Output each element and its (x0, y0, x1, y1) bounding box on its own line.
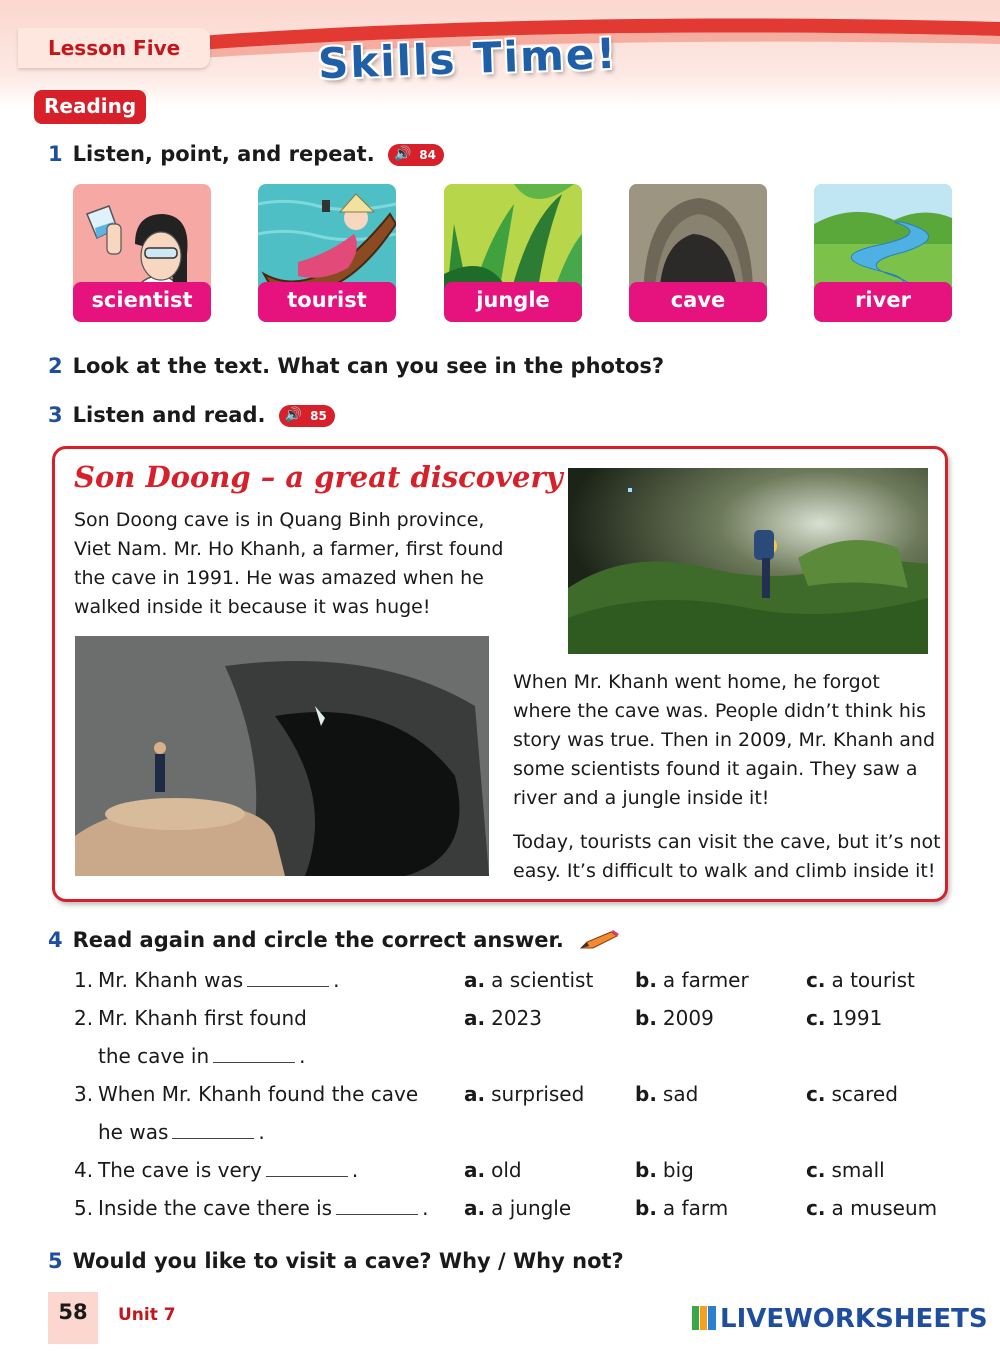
option-a[interactable] (464, 1082, 584, 1106)
question-text: When Mr. Khanh found the cave (98, 1082, 419, 1106)
section-badge: Reading (34, 90, 146, 124)
vocab-label: scientist (73, 282, 211, 322)
cave-jungle-photo (568, 468, 928, 654)
option-text: a jungle (491, 1196, 572, 1220)
story-line: walked inside it because it was huge! (74, 596, 431, 618)
option-text: a tourist (831, 968, 915, 992)
question-row-4 (0, 1158, 1000, 1188)
option-text: big (662, 1158, 694, 1182)
exercise-1-heading (48, 142, 444, 166)
option-b[interactable] (635, 1158, 694, 1182)
option-text: 2009 (662, 1006, 714, 1030)
exercise-number: 1 (48, 142, 63, 166)
option-letter: b. (635, 1082, 657, 1106)
question-text (98, 1044, 306, 1068)
story-line: some scientists found it again. They saw a (513, 758, 918, 780)
exercise-2-heading (48, 354, 664, 378)
question-number: 3. (74, 1082, 94, 1106)
answer-blank[interactable] (172, 1121, 254, 1139)
option-a[interactable] (464, 968, 593, 992)
story-line: Viet Nam. Mr. Ho Khanh, a farmer, first found (74, 538, 504, 560)
option-c[interactable] (806, 1006, 882, 1030)
option-letter: c. (806, 1196, 826, 1220)
story-line: the cave in 1991. He was amazed when he (74, 567, 484, 589)
page-number: 58 (48, 1292, 98, 1344)
lesson-tab: Lesson Five (18, 28, 210, 68)
vocab-label: jungle (444, 282, 582, 322)
option-a[interactable] (464, 1196, 571, 1220)
question-text-part: Inside the cave there is (98, 1196, 333, 1220)
option-text: 1991 (831, 1006, 883, 1030)
option-letter: b. (635, 1196, 657, 1220)
answer-blank[interactable] (247, 969, 329, 987)
option-text: scared (831, 1082, 898, 1106)
audio-track-number: 85 (310, 409, 327, 423)
option-letter: a. (464, 968, 486, 992)
exercise-4-heading (48, 928, 621, 952)
question-row-3 (0, 1082, 1000, 1112)
option-letter: b. (635, 1158, 657, 1182)
exercise-number: 3 (48, 403, 63, 427)
option-letter: c. (806, 1006, 826, 1030)
page-title: Skills Time! (317, 28, 619, 89)
question-text (98, 1120, 265, 1144)
option-text: a farmer (662, 968, 749, 992)
story-line: easy. It’s difficult to walk and climb inside it! (513, 860, 936, 882)
question-row-1 (0, 968, 1000, 998)
story-paragraph-3 (513, 828, 943, 886)
story-line: Son Doong cave is in Quang Binh province, (74, 509, 485, 531)
question-row-3-cont (0, 1120, 1000, 1150)
question-text-part: . (333, 968, 340, 992)
option-letter: c. (806, 968, 826, 992)
liveworksheets-logo-icon (692, 1306, 716, 1330)
question-number: 1. (74, 968, 94, 992)
option-c[interactable] (806, 1196, 937, 1220)
exercise-5-heading (48, 1249, 624, 1273)
question-text (98, 968, 340, 992)
option-b[interactable] (635, 1196, 728, 1220)
question-text-part: Mr. Khanh was (98, 968, 244, 992)
question-number: 4. (74, 1158, 94, 1182)
question-text-part: . (258, 1120, 265, 1144)
question-text (98, 1196, 428, 1220)
audio-track-button[interactable] (279, 405, 335, 427)
cave-ledge-photo (75, 636, 489, 876)
exercise-number: 2 (48, 354, 63, 378)
exercise-instruction: Listen, point, and repeat. (72, 142, 375, 166)
question-text-part: . (422, 1196, 429, 1220)
option-text: a farm (662, 1196, 729, 1220)
option-text: small (831, 1158, 885, 1182)
option-a[interactable] (464, 1158, 522, 1182)
vocab-card-tourist (258, 184, 396, 322)
exercise-number: 5 (48, 1249, 63, 1273)
question-row-2 (0, 1006, 1000, 1036)
unit-label: Unit 7 (118, 1305, 176, 1325)
option-text: a museum (831, 1196, 938, 1220)
speaker-icon: 🔊 (394, 146, 412, 162)
option-text: sad (662, 1082, 699, 1106)
vocab-card-jungle (444, 184, 582, 322)
story-title: Son Doong – a great discovery (74, 460, 563, 494)
option-a[interactable] (464, 1006, 542, 1030)
exercise-instruction: Read again and circle the correct answer. (72, 928, 564, 952)
question-number: 5. (74, 1196, 94, 1220)
vocab-label: cave (629, 282, 767, 322)
answer-blank[interactable] (266, 1159, 348, 1177)
liveworksheets-brand: LIVEWORKSHEETS (720, 1304, 988, 1334)
story-line: river and a jungle inside it! (513, 787, 770, 809)
question-text-part: . (351, 1158, 359, 1182)
option-b[interactable] (635, 968, 749, 992)
story-line: When Mr. Khanh went home, he forgot (513, 671, 880, 693)
exercise-3-heading (48, 403, 335, 427)
story-paragraph-2 (513, 668, 943, 813)
answer-blank[interactable] (336, 1197, 418, 1215)
vocab-label: river (814, 282, 952, 322)
question-text-part: he was (98, 1120, 169, 1144)
option-text: 2023 (491, 1006, 542, 1030)
audio-track-number: 84 (419, 148, 436, 162)
speaker-icon: 🔊 (284, 407, 303, 423)
option-b[interactable] (635, 1006, 714, 1030)
vocab-label: tourist (258, 282, 396, 322)
story-line: story was true. Then in 2009, Mr. Khanh and (513, 729, 936, 751)
option-letter: c. (806, 1082, 826, 1106)
option-b[interactable] (635, 1082, 698, 1106)
option-letter: b. (635, 968, 657, 992)
question-text-part: the cave in (98, 1044, 210, 1068)
option-letter: a. (464, 1196, 486, 1220)
exercise-number: 4 (48, 928, 63, 952)
question-row-5 (0, 1196, 1000, 1226)
option-text: old (491, 1158, 522, 1182)
question-text: Mr. Khanh first found (98, 1006, 307, 1030)
exercise-instruction: Look at the text. What can you see in the photos? (72, 354, 665, 378)
option-letter: c. (806, 1158, 826, 1182)
exercise-instruction: Listen and read. (72, 403, 266, 427)
exercise-instruction: Would you like to visit a cave? Why / Why not? (72, 1249, 624, 1273)
question-text-part: . (299, 1044, 306, 1068)
vocab-card-cave (629, 184, 767, 322)
option-letter: a. (464, 1082, 486, 1106)
vocab-card-river (814, 184, 952, 322)
option-text: a scientist (491, 968, 594, 992)
vocab-card-scientist (73, 184, 211, 322)
question-number: 2. (74, 1006, 94, 1030)
question-text (98, 1158, 358, 1182)
answer-blank[interactable] (213, 1045, 295, 1063)
story-line: Today, tourists can visit the cave, but it’s not (513, 831, 941, 853)
pencil-icon (577, 930, 621, 952)
question-row-2-cont (0, 1044, 1000, 1074)
option-c[interactable] (806, 1158, 885, 1182)
option-c[interactable] (806, 1082, 898, 1106)
option-text: surprised (491, 1082, 585, 1106)
question-text-part: The cave is very (98, 1158, 262, 1182)
option-letter: a. (464, 1158, 486, 1182)
option-c[interactable] (806, 968, 915, 992)
audio-track-button[interactable] (388, 144, 444, 166)
story-line: where the cave was. People didn’t think his (513, 700, 927, 722)
option-letter: b. (635, 1006, 657, 1030)
story-paragraph-1 (74, 506, 534, 622)
option-letter: a. (464, 1006, 486, 1030)
